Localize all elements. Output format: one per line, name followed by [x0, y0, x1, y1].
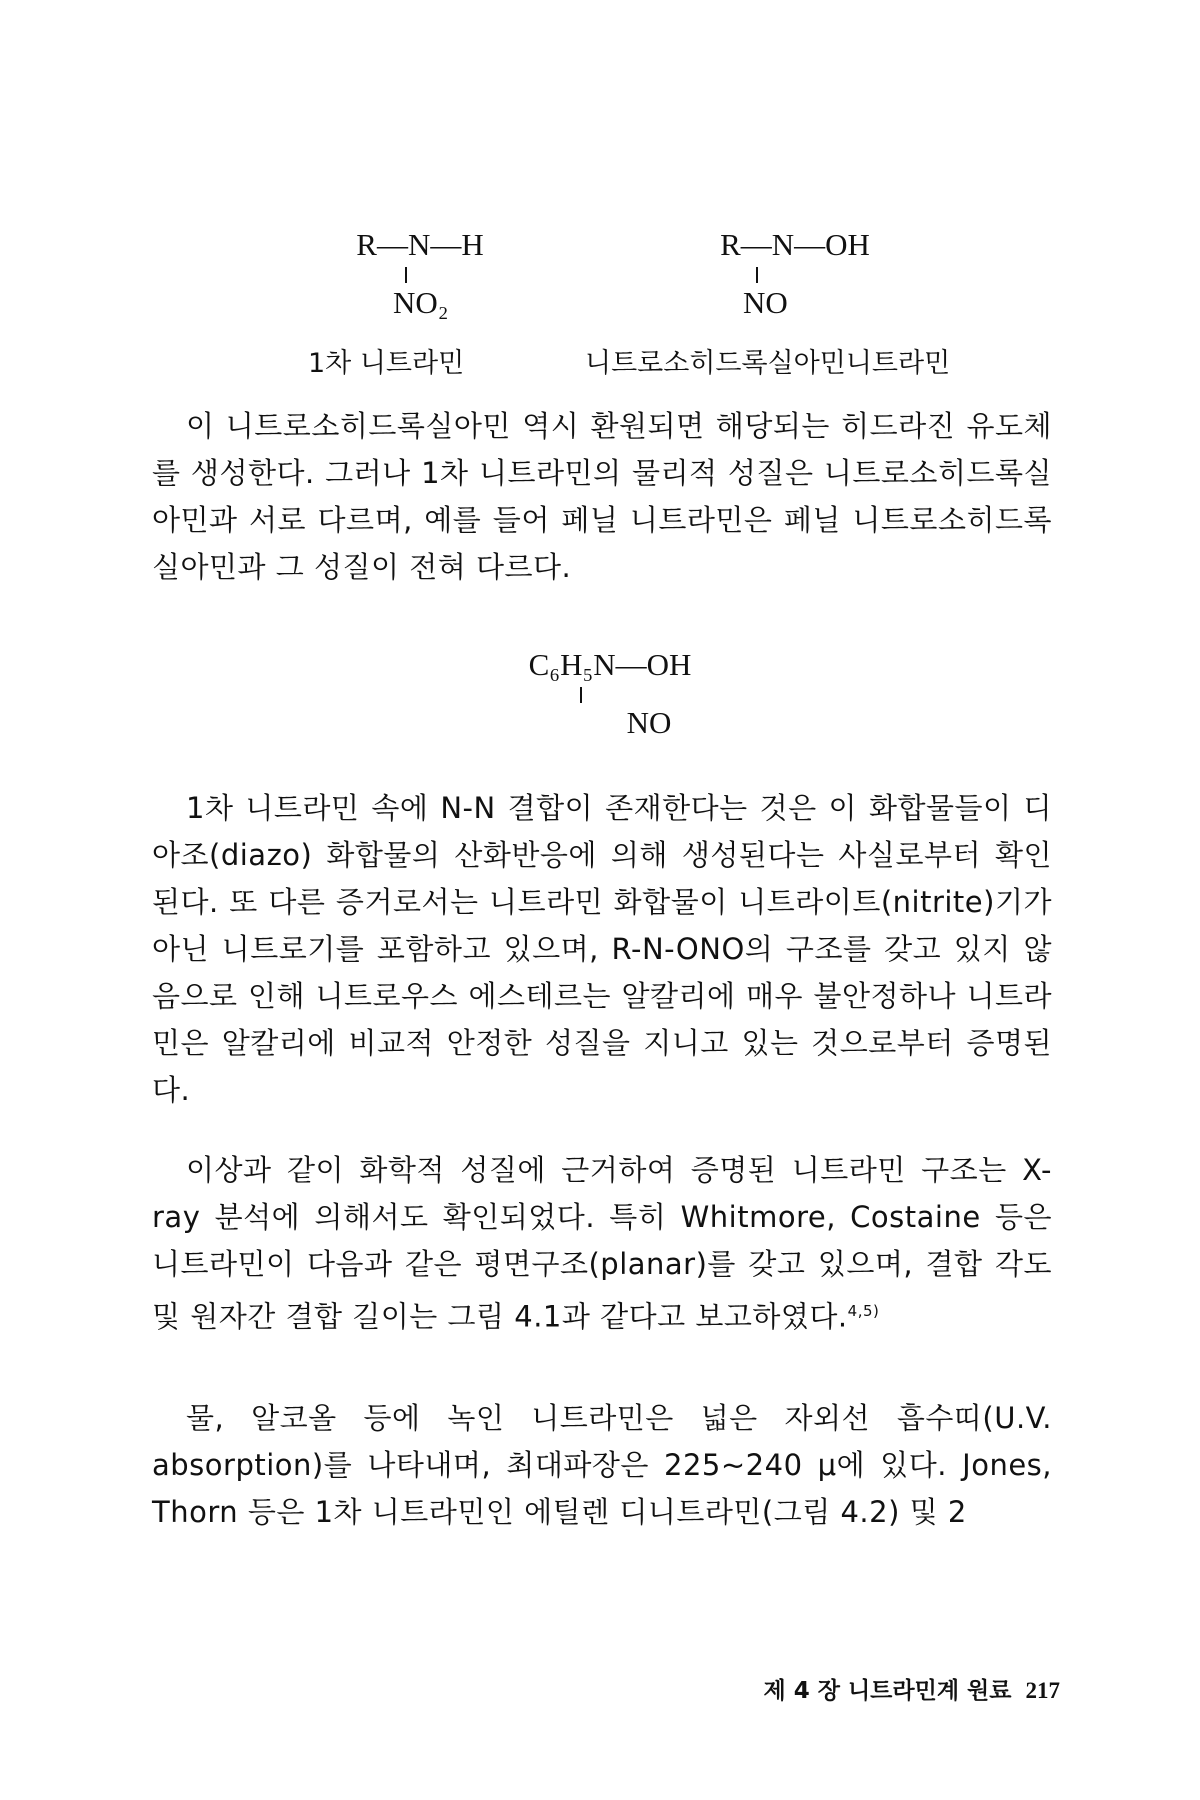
- paragraph-text: 1차 니트라민 속에 N-N 결합이 존재한다는 것은 이 화합물들이 디아조(diazo) 화합물의 산화반응에 의해 생성된다는 사실로부터 확인된다. 또 다른 증거로서는 니트라민 화합물이 니트라이트(nitrite)기가 아닌 니트로기를 포함하고 있으며, R-N-ONO의 구조를 갖고 있지 않음으로 인해 니트로우스 에스테르는 알칼리에 매우 불안정하나 니트라민은 알칼리에 비교적 안정한 성질을 지니고 있는 것으로부터 증명된다.: [152, 791, 1052, 1107]
- paragraph-2: [152, 785, 1052, 1114]
- chapter-title: 제 4 장 니트라민계 원료: [763, 1678, 1012, 1704]
- paragraph-3: [152, 1147, 1052, 1341]
- formula-label: 1차 니트라민: [308, 348, 465, 379]
- formula-nitrosohydroxylamine: [585, 225, 1005, 380]
- formula-row: [0, 225, 1200, 385]
- paragraph-body: 이상과 같이 화학적 성질에 근거하여 증명된 니트라민 구조는 X-ray 분석에 의해서도 확인되었다. 특히 Whitmore, Costaine 등은 니트라민이 다음과 같은 평면구조(planar)를 갖고 있으며, 결합 각도 및 원자간 결합 길이는 그림 4.1과 같다고 보고하였다.: [152, 1153, 1052, 1334]
- formula-phenyl-nitrosohydroxylamine: [490, 645, 730, 743]
- formula-bottom-group: NO: [626, 705, 672, 740]
- paragraph-text: 이 니트로소히드록실아민 역시 환원되면 해당되는 히드라진 유도체를 생성한다. 그러나 1차 니트라민의 물리적 성질은 니트로소히드록실아민과 서로 다르며, 예를 들어 페닐 니트라민은 페닐 니트로소히드록실아민과 그 성질이 전혀 다르다.: [152, 409, 1052, 584]
- formula-label: 니트로소히드록실아민니트라민: [585, 348, 951, 379]
- paragraph-text: [152, 1147, 1052, 1341]
- formula-top-line: R—N—OH: [720, 227, 870, 262]
- formula-primary-nitramine: [300, 225, 540, 380]
- paragraph-4: [152, 1395, 1052, 1536]
- formula-bottom-group: NO₂: [393, 285, 449, 320]
- formula-bottom-group: NO: [743, 285, 788, 320]
- paragraph-text: 물, 알코올 등에 녹인 니트라민은 넓은 자외선 흡수띠(U.V. absorption)를 나타내며, 최대파장은 225~240 μ에 있다. Jones, Thorn 등은 1차 니트라민인 에틸렌 디니트라민(그림 4.2) 및 2: [152, 1401, 1052, 1529]
- formula-top-line: R—N—H: [356, 227, 484, 262]
- vertical-bond: [300, 265, 540, 283]
- vertical-bond: [490, 685, 730, 703]
- formula-top-line: C₆H₅N—OH: [528, 647, 692, 682]
- vertical-bond: [585, 265, 1005, 283]
- page-number: 217: [1025, 1678, 1060, 1703]
- reference-superscript: 4,5): [847, 1302, 880, 1320]
- page-footer: [590, 1672, 1060, 1705]
- paragraph-1: [152, 403, 1052, 591]
